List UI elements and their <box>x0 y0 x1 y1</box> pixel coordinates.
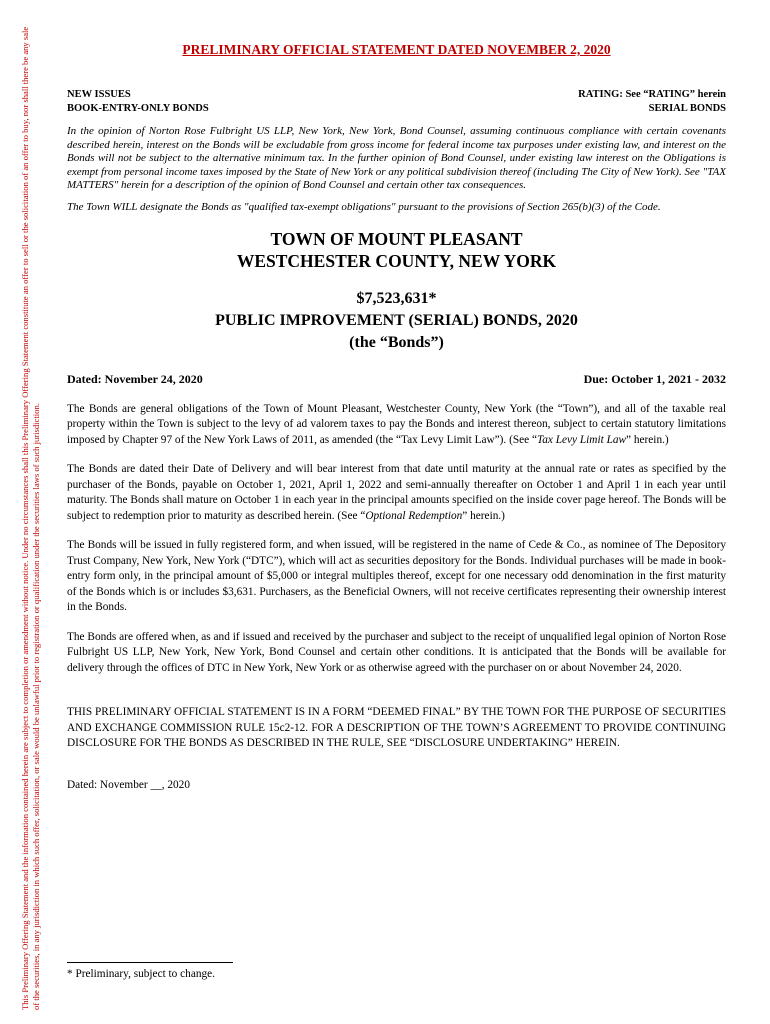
issuer-block <box>67 228 726 272</box>
deemed-final-notice: THIS PRELIMINARY OFFICIAL STATEMENT IS IN A FORM “DEEMED FINAL” BY THE TOWN FOR THE PURPOSE OF SECURITIES AND EXCHANGE COMMISSION RULE 15c2-12. FOR A DESCRIPTION OF THE TOWN’S AGREEMENT TO PROVIDE CONTINUING DISCLOSURE FOR THE BONDS AS DESCRIBED IN THE RULE, SEE “DISCLOSURE UNDERTAKING” HEREIN. <box>67 706 726 750</box>
due-dates: Due: October 1, 2021 - 2032 <box>583 371 726 386</box>
tax-opinion: In the opinion of Norton Rose Fulbright US LLP, New York, New York, Bond Counsel, assuming continuous compliance with certain covenants described herein, interest on the Bonds will be excludable from gross income for federal income tax purposes under existing law, and interest on the Bonds will not be subject to the alternative minimum tax. In the further opinion of Bond Counsel, under existing law interest on the Obligations is exempt from personal income taxes imposed by the State of New York or any political subdivision thereof (including The City of New York). See "TAX MATTERS" herein for a description of the opinion of Bond Counsel and certain other tax consequences. <box>67 125 726 192</box>
offering-name: PUBLIC IMPROVEMENT (SERIAL) BONDS, 2020 <box>215 311 578 329</box>
paragraph-delivery: The Bonds are offered when, as and if issued and received by the purchaser and subject to the receipt of unqualified legal opinion of Norton Rose Fulbright US LLP, New York, New York, Bond Counsel and certain other conditions. It is anticipated that the Bonds will be available for delivery through the offices of DTC in New York, New York or as otherwise agreed with the purchaser on or about November 24, 2020. <box>67 630 726 674</box>
tax-levy-reference: Tax Levy Limit Law <box>537 433 627 446</box>
new-issues-label: NEW ISSUES <box>67 89 131 100</box>
preliminary-banner: PRELIMINARY OFFICIAL STATEMENT DATED NOVEMBER 2, 2020 <box>182 42 611 57</box>
issue-left <box>67 88 209 116</box>
document-page <box>67 42 726 791</box>
offering-amount: $7,523,631* <box>356 289 437 307</box>
serial-bonds-label: SERIAL BONDS <box>648 103 726 114</box>
issuer-name: TOWN OF MOUNT PLEASANT <box>270 228 523 249</box>
offering-block <box>67 288 726 354</box>
issue-right <box>578 88 726 116</box>
footnote: * Preliminary, subject to change. <box>67 968 215 980</box>
issue-header <box>67 88 726 116</box>
paragraph-registration: The Bonds will be issued in fully registered form, and when issued, will be registered in the name of Cede & Co., as nominee of The Depository Trust Company, New York, New York (“DTC”), which will act as securities depository for the Bonds. Individual purchases will be made in book-entry form only, in the principal amount of $5,000 or integral multiples thereof, except for one necessary odd denomination in the first maturity of the Bonds which is or includes $3,631. Purchasers, as the Beneficial Owners, will not receive certificates representing their ownership interest in the Bonds. <box>67 539 726 614</box>
optional-redemption-reference: Optional Redemption <box>365 509 463 522</box>
offering-short-name: (the “Bonds”) <box>349 333 444 351</box>
rating-label: RATING: See “RATING” herein <box>578 89 726 100</box>
footnote-rule <box>67 962 233 963</box>
book-entry-label: BOOK-ENTRY-ONLY BONDS <box>67 103 209 114</box>
paragraph-general-obligations: The Bonds are general obligations of the Town of Mount Pleasant, Westchester County, New York (the “Town”), and all of the taxable real property within the Town is subject to the levy of ad valorem taxes to pay the Bonds and interest thereon, subject to certain statutory limitations imposed by Chapter 97 of the New York Laws of 2011, as amended (the “Tax Levy Limit Law”). (See “Tax Levy Limit Law” herein.) <box>67 402 726 446</box>
issuer-county: WESTCHESTER COUNTY, NEW YORK <box>236 250 557 271</box>
tax-exempt-designation: The Town WILL designate the Bonds as "qualified tax-exempt obligations" pursuant to the provisions of Section 265(b)(3) of the Code. <box>67 200 661 213</box>
dated-date: Dated: November 24, 2020 <box>67 371 203 386</box>
dated-signature-line: Dated: November __, 2020 <box>67 778 190 791</box>
dates-row <box>67 372 726 387</box>
side-disclaimer: This Preliminary Offering Statement and the information contained herein are subject to completion or amendment without notice. Under no circumstances shall this Preliminary Offering Statement constitute an offer to sell or the solicitation of an offer to buy, nor shall there be any sale of the securities, in any jurisdiction in which such offer, solicitation, or sale would be unlawful prior to registration or qualification under the securities laws of such jurisdiction. <box>20 26 41 1010</box>
paragraph-interest: The Bonds are dated their Date of Delivery and will bear interest from that date until maturity at the annual rate or rates as specified by the purchaser of the Bonds, payable on October 1, 2021, April 1, 2022 and semi-annually thereafter on October 1 and April 1 in each year until maturity. The Bonds shall mature on October 1 in each year in the principal amounts specified on the inside cover page hereof. The Bonds will be subject to redemption prior to maturity as described herein. (See “Optional Redemption” herein.) <box>67 463 726 522</box>
